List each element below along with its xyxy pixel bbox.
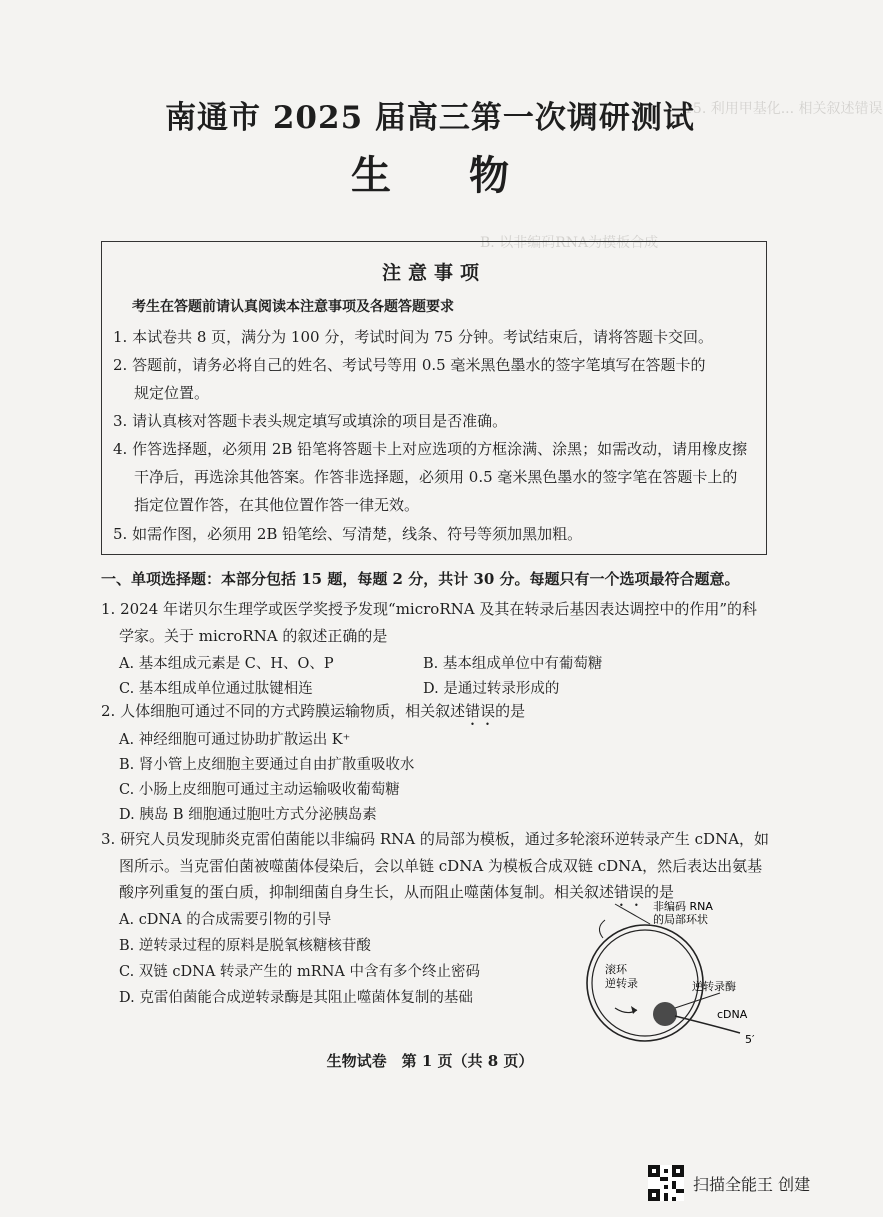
q3-stem-emphasis: 错误: [614, 883, 645, 901]
q3-option-a: A. cDNA 的合成需要引物的引导: [119, 912, 332, 928]
q2-stem-emphasis: 错误: [465, 702, 496, 720]
q3-option-b: B. 逆转录过程的原料是脱氧核糖核苷酸: [119, 938, 371, 954]
scanner-watermark: 扫描全能王 创建: [693, 1175, 811, 1194]
reverse-transcriptase-blob: [653, 1002, 677, 1026]
q2-option-c: C. 小肠上皮细胞可通过主动运输吸收葡萄糖: [119, 782, 400, 798]
bleed-through-text: 15. 利用甲基化... 相关叙述错误: [684, 101, 883, 117]
q3-stem-line2: 图所示。当克雷伯菌被噬菌体侵染后，会以单链 cDNA 为模板合成双链 cDNA，然后表达出氨基: [119, 857, 763, 875]
rna-label-leader: [615, 904, 650, 924]
page-footer: 生物试卷 第 1 页（共 8 页）: [326, 1052, 534, 1070]
qr-code-icon: [648, 1165, 684, 1201]
subject-title: 生物: [351, 152, 587, 199]
q2-option-d: D. 胰岛 B 细胞通过胞吐方式分泌胰岛素: [119, 807, 377, 823]
rolling-arrowhead: [631, 1006, 637, 1014]
label-rna-line1: 非编码 RNA: [653, 900, 713, 913]
label-rolling-line2: 逆转录: [605, 977, 638, 990]
notice-title: 注意事项: [381, 262, 486, 284]
bleed-through-text: B. 以非编码RNA为模板合成: [480, 235, 659, 251]
notice-line: 干净后，再选涂其他答案。作答非选择题，必须用 0.5 毫米黑色墨水的签字笔在答题卡上的: [134, 468, 738, 486]
q1-option-b: B. 基本组成单位中有葡萄糖: [423, 656, 603, 672]
notice-line: 2. 答题前，请务必将自己的姓名、考试号等用 0.5 毫米黑色墨水的签字笔填写在答题卡的: [113, 356, 706, 374]
label-5-prime: 5′: [745, 1033, 755, 1046]
notice-lead: 考生在答题前请认真阅读本注意事项及各题答题要求: [132, 299, 454, 315]
q1-stem-line1: 1. 2024 年诺贝尔生理学或医学奖授予发现“microRNA 及其在转录后基因表达调控中的作用”的科: [101, 600, 758, 618]
q2-stem: [101, 700, 525, 729]
q2-option-b: B. 肾小管上皮细胞主要通过自由扩散重吸收水: [119, 757, 415, 773]
q3-option-d: D. 克雷伯菌能合成逆转录酶是其阻止噬菌体复制的基础: [119, 990, 473, 1006]
q3-stem-line1: 3. 研究人员发现肺炎克雷伯菌能以非编码 RNA 的局部为模板，通过多轮滚环逆转录产生 cDNA，如: [101, 830, 770, 848]
label-rolling-line1: 滚环: [605, 963, 627, 976]
rolling-circle-diagram: [575, 898, 775, 1048]
label-cdna: cDNA: [717, 1008, 748, 1021]
q1-option-d: D. 是通过转录形成的: [423, 681, 560, 697]
q2-option-a: A. 神经细胞可通过协助扩散运出 K⁺: [119, 732, 351, 748]
q2-stem-post: 的是: [495, 702, 526, 720]
q1-option-a: A. 基本组成元素是 C、H、O、P: [119, 656, 334, 672]
notice-line: 5. 如需作图，必须用 2B 铅笔绘、写清楚，线条、符号等须加黑加粗。: [113, 525, 583, 543]
label-rna-line2: 的局部环状: [653, 913, 708, 926]
rna-pointer: [599, 920, 605, 938]
q2-stem-pre: 2. 人体细胞可通过不同的方式跨膜运输物质，相关叙述: [101, 702, 466, 720]
notice-line: 1. 本试卷共 8 页，满分为 100 分，考试时间为 75 分钟。考试结束后，请将答题卡交回。: [113, 328, 713, 346]
notice-line: 3. 请认真核对答题卡表头规定填写或填涂的项目是否准确。: [113, 412, 508, 430]
notice-line: 指定位置作答，在其他位置作答一律无效。: [134, 496, 420, 514]
q1-option-c: C. 基本组成单位通过肽键相连: [119, 681, 313, 697]
q3-stem-pre: 酸序列重复的蛋白质，抑制细菌自身生长，从而阻止噬菌体复制。相关叙述: [119, 883, 615, 901]
notice-box: [101, 241, 767, 555]
q3-stem-post: 的是: [644, 883, 675, 901]
notice-line: 规定位置。: [134, 384, 210, 402]
q1-stem-line2: 学家。关于 microRNA 的叙述正确的是: [119, 627, 388, 645]
exam-title: 南通市 2025 届高三第一次调研测试: [165, 100, 695, 136]
q3-option-c: C. 双链 cDNA 转录产生的 mRNA 中含有多个终止密码: [119, 964, 480, 980]
notice-line: 4. 作答选择题，必须用 2B 铅笔将答题卡上对应选项的方框涂满、涂黑；如需改动，请用橡皮擦: [113, 440, 748, 458]
label-reverse-transcriptase: 逆转录酶: [692, 980, 736, 993]
section-heading: 一、单项选择题：本部分包括 15 题，每题 2 分，共计 30 分。每题只有一个选项最符合题意。: [101, 570, 740, 588]
